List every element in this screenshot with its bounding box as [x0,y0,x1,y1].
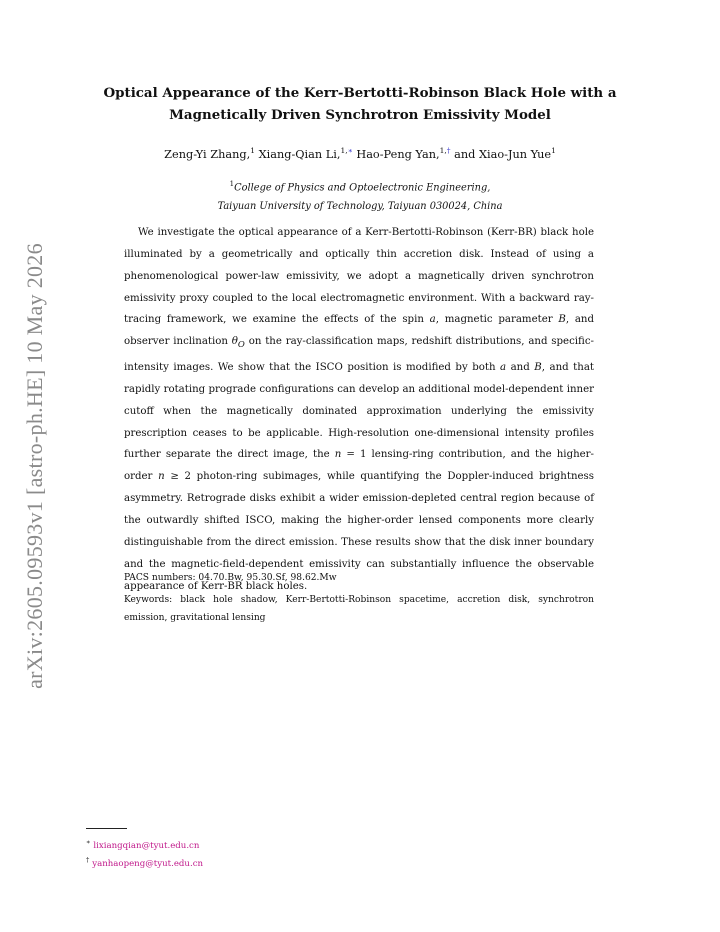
author-2 [259,148,353,161]
author-name: Xiang-Qian Li, [258,147,341,161]
title-line-2: Magnetically Driven Synchrotron Emissivity Model [169,107,551,123]
magnetic-parameter-symbol: B [558,314,566,326]
inclination-subscript: O [237,340,245,351]
keywords: Keywords: black hole shadow, Kerr-Bertotti-Robinson spacetime, accretion disk, synchrotron emission, gravitational lensing [124,595,594,623]
inclination-symbol: θ [231,336,238,348]
email-link[interactable]: lixiangqian@tyut.edu.cn [93,840,200,851]
author-affiliation-mark: 1 [551,146,556,155]
author-1 [164,148,255,161]
pacs-numbers: PACS numbers: 04.70.Bw, 95.30.Sf, 98.62.Mw [124,573,337,583]
footnote-mark: ∗ [86,838,91,846]
footnote-mark: † [86,856,90,865]
footnote-1 [86,835,203,853]
affiliation-line-2: Taiyuan University of Technology, Taiyuan 030024, China [217,201,503,213]
affiliation-line-1: $^1$College of Physics and Optoelectronic Engineering, [229,180,491,194]
abstract: We investigate the optical appearance of a Kerr-Bertotti-Robinson (Kerr-BR) black hole illuminated by a geometrically and optically thin accretion disk. Instead of using a phenomenological power-law emissivity, we adopt a magnetically driven synchrotron emissivity proxy coupled to the local electromagnetic environment. With a backward ray-tracing framework, we examine the effects of the spin a, magnetic parameter B, and observer inclination $\theta_O$ on the ray-classification maps, redshift distributions, and specific-intensity images. We show that the ISCO position is modified by both a and B, and that rapidly rotating prograde configurations can develop an additional model-dependent inner cutoff when the magnetically dominated approximation underlying the emissivity prescription ceases to be applicable. High-resolution one-dimensional intensity profiles further separate the direct image, the n = 1 lensing-ring contribution, and the higher-order n ≥ 2 photon-ring subimages, while quantifying the Doppler-induced brightness asymmetry. Retrograde disks exhibit a wider emission-depleted central region because of the outwardly shifted ISCO, making the higher-order lensed components more clearly distinguishable from the direct emission. These results show that the disk inner boundary and the magnetic-field-dependent emissivity can substantially influence the observable appearance of Kerr-BR black holes. [124,227,595,592]
affiliation-number: 1 [229,180,235,188]
footnote-divider [86,828,127,829]
author-name: Hao-Peng Yan, [356,147,440,161]
author-4 [454,148,556,161]
title-line-1: Optical Appearance of the Kerr-Bertotti-Robinson Black Hole with a [103,85,617,101]
spin-symbol: a [429,314,436,326]
author-name: Zeng-Yi Zhang, [164,147,251,161]
footnotes [86,835,203,872]
email-link[interactable]: yanhaopeng@tyut.edu.cn [92,859,204,870]
affiliation [100,175,620,216]
author-name: and Xiao-Jun Yue [454,147,552,161]
footnote-link-dagger[interactable]: † [446,146,451,155]
order-symbol: n [334,449,342,461]
paper-title [100,82,620,126]
arxiv-identifier: arXiv:2605.09593v1 [astro-ph.HE] 10 May 2026 [22,243,47,689]
author-affiliation-mark: 1, [340,146,348,155]
footnote-link-star[interactable]: ∗ [347,146,353,155]
author-affiliation-mark: 1 [250,146,255,155]
author-list [100,146,620,161]
footnote-2 [86,853,203,871]
author-3 [356,148,450,161]
author-affiliation-mark: 1, [439,146,447,155]
